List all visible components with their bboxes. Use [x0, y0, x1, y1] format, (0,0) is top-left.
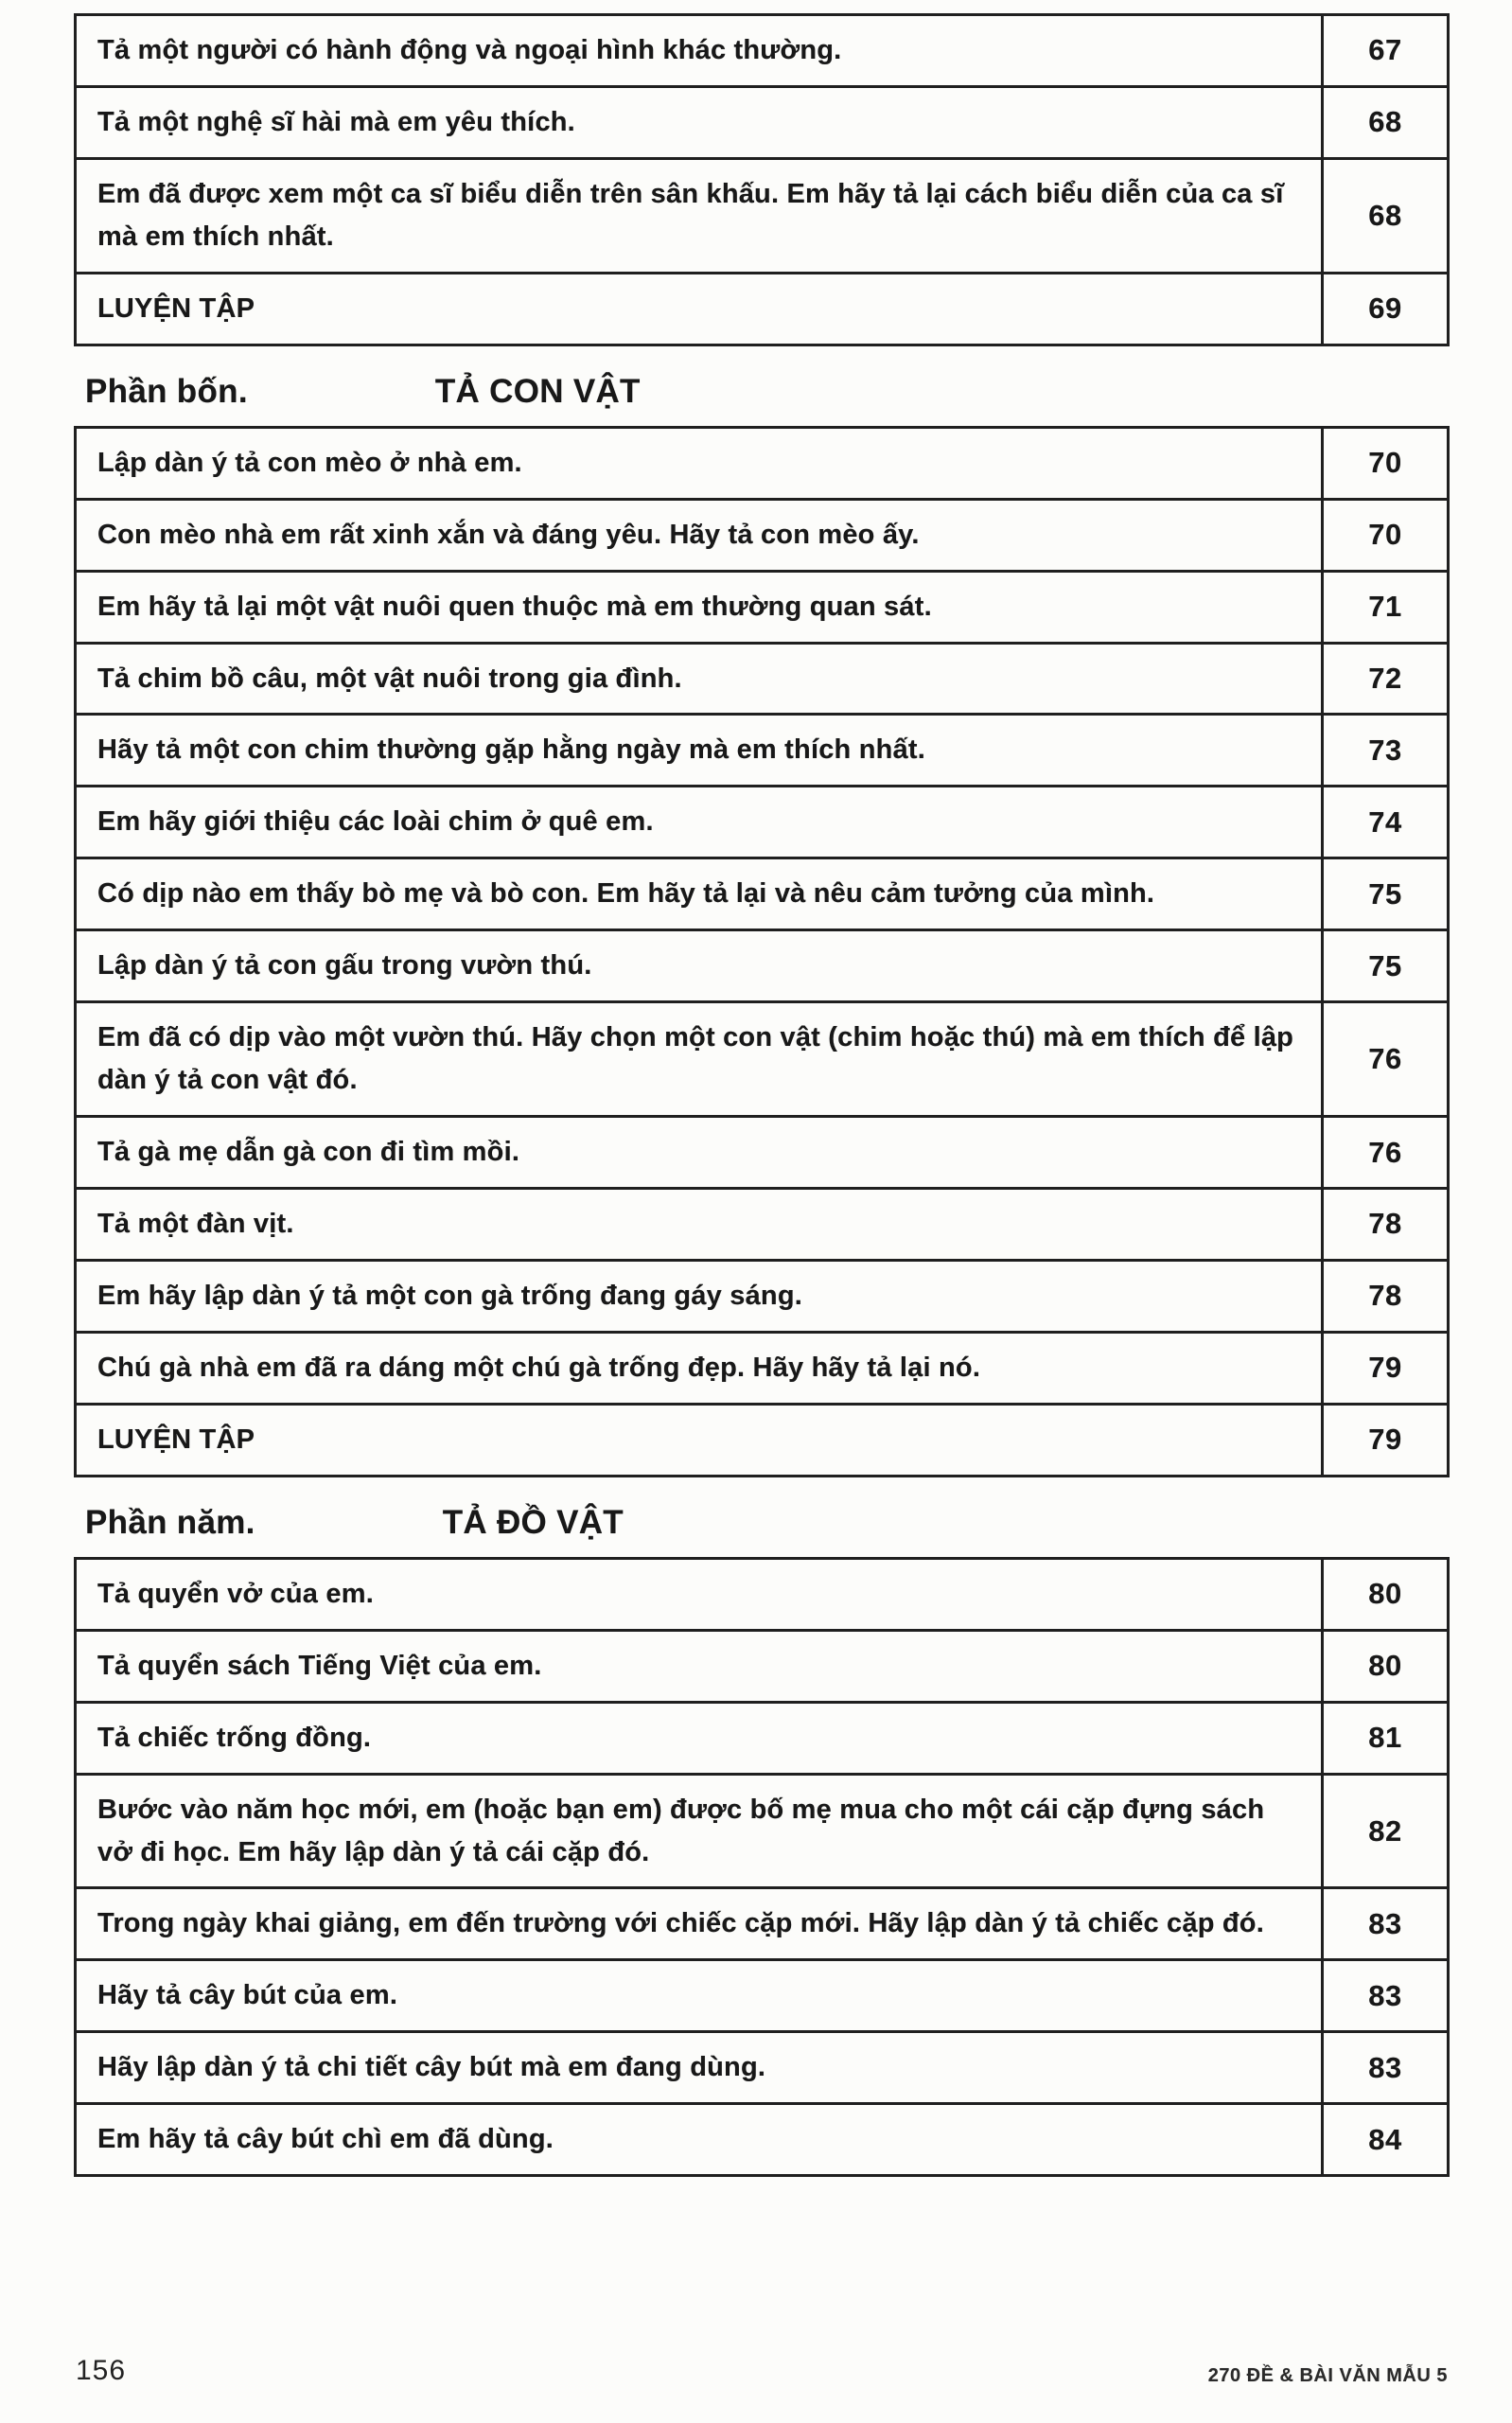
toc-entry-text: Chú gà nhà em đã ra dáng một chú gà trống đẹp. Hãy hãy tả lại nó. [76, 1332, 1323, 1404]
toc-entry-page: 76 [1323, 1002, 1449, 1117]
toc-entry-text: Tả chim bồ câu, một vật nuôi trong gia đình. [76, 643, 1323, 715]
footer-book-title: 270 ĐỀ & BÀI VĂN MẪU 5 [1207, 2365, 1448, 2386]
toc-row [76, 2104, 1449, 2176]
toc-entry-text: Con mèo nhà em rất xinh xắn và đáng yêu. Hãy tả con mèo ấy. [76, 499, 1323, 571]
toc-entry-text: Tả quyển vở của em. [76, 1558, 1323, 1630]
toc-row [76, 273, 1449, 345]
toc-row [76, 86, 1449, 158]
toc-entry-page: 70 [1323, 499, 1449, 571]
toc-entry-text: Hãy tả một con chim thường gặp hằng ngày mà em thích nhất. [76, 715, 1323, 787]
toc-entry-page: 82 [1323, 1774, 1449, 1888]
toc-row [76, 499, 1449, 571]
toc-entry-page: 73 [1323, 715, 1449, 787]
toc-row [76, 858, 1449, 930]
toc-entry-page: 79 [1323, 1332, 1449, 1404]
toc-entry-page: 75 [1323, 858, 1449, 930]
toc-entry-page: 83 [1323, 1960, 1449, 2032]
toc-entry-text: Tả chiếc trống đồng. [76, 1702, 1323, 1774]
toc-entry-page: 70 [1323, 427, 1449, 499]
toc-entry-text: Có dịp nào em thấy bò mẹ và bò con. Em hãy tả lại và nêu cảm tưởng của mình. [76, 858, 1323, 930]
toc-row [76, 1404, 1449, 1476]
toc-entry-page: 83 [1323, 2032, 1449, 2104]
toc-row [76, 930, 1449, 1002]
toc-entry-text: Lập dàn ý tả con mèo ở nhà em. [76, 427, 1323, 499]
section-part-label: Phần năm. [85, 1503, 255, 1541]
toc-row [76, 1558, 1449, 1630]
toc-row [76, 15, 1449, 87]
toc-row [76, 1774, 1449, 1888]
toc-row [76, 1332, 1449, 1404]
toc-row [76, 1117, 1449, 1189]
toc-entry-text: Lập dàn ý tả con gấu trong vườn thú. [76, 930, 1323, 1002]
toc-entry-page: 76 [1323, 1117, 1449, 1189]
toc-entry-page: 75 [1323, 930, 1449, 1002]
toc-entry-text: Em đã được xem một ca sĩ biểu diễn trên sân khấu. Em hãy tả lại cách biểu diễn của ca sĩ mà em thích nhất. [76, 158, 1323, 273]
toc-entry-text: Em hãy giới thiệu các loài chim ở quê em. [76, 787, 1323, 858]
toc-row [76, 158, 1449, 273]
toc-entry-page: 78 [1323, 1189, 1449, 1261]
toc-row [76, 1702, 1449, 1774]
toc-entry-page: 69 [1323, 273, 1449, 345]
toc-row [76, 1630, 1449, 1702]
section-title: TẢ CON VẬT [434, 372, 641, 410]
toc-entry-text: Tả một nghệ sĩ hài mà em yêu thích. [76, 86, 1323, 158]
toc-entry-page: 68 [1323, 86, 1449, 158]
footer-page-number: 156 [76, 2355, 127, 2386]
section-heading [74, 352, 1450, 426]
toc-entry-text: Hãy tả cây bút của em. [76, 1960, 1323, 2032]
toc-entry-page: 74 [1323, 787, 1449, 858]
toc-row [76, 1189, 1449, 1261]
section-title: TẢ ĐỒ VẬT [442, 1503, 624, 1541]
page-footer [74, 2338, 1450, 2395]
toc-entry-page: 80 [1323, 1558, 1449, 1630]
toc-table [74, 13, 1450, 346]
toc-row [76, 571, 1449, 643]
toc-content [74, 13, 1450, 2183]
toc-entry-text: Tả gà mẹ dẫn gà con đi tìm mồi. [76, 1117, 1323, 1189]
toc-entry-text: Em hãy tả cây bút chì em đã dùng. [76, 2104, 1323, 2176]
toc-entry-text: Trong ngày khai giảng, em đến trường với chiếc cặp mới. Hãy lập dàn ý tả chiếc cặp đó. [76, 1888, 1323, 1960]
toc-entry-page: 78 [1323, 1260, 1449, 1332]
toc-entry-page: 83 [1323, 1888, 1449, 1960]
toc-entry-page: 81 [1323, 1702, 1449, 1774]
toc-entry-text: Tả một người có hành động và ngoại hình khác thường. [76, 15, 1323, 87]
toc-row [76, 1260, 1449, 1332]
section-part-label: Phần bốn. [85, 372, 248, 410]
toc-row [76, 2032, 1449, 2104]
toc-entry-text: LUYỆN TẬP [76, 1404, 1323, 1476]
toc-entry-text: Hãy lập dàn ý tả chi tiết cây bút mà em đang dùng. [76, 2032, 1323, 2104]
toc-row [76, 643, 1449, 715]
toc-row [76, 427, 1449, 499]
toc-table [74, 1557, 1450, 2177]
toc-entry-page: 68 [1323, 158, 1449, 273]
toc-entry-page: 72 [1323, 643, 1449, 715]
toc-entry-text: LUYỆN TẬP [76, 273, 1323, 345]
toc-row [76, 715, 1449, 787]
toc-entry-page: 71 [1323, 571, 1449, 643]
toc-row [76, 787, 1449, 858]
toc-entry-page: 67 [1323, 15, 1449, 87]
toc-table [74, 426, 1450, 1477]
toc-row [76, 1888, 1449, 1960]
toc-entry-text: Tả một đàn vịt. [76, 1189, 1323, 1261]
toc-entry-text: Em hãy tả lại một vật nuôi quen thuộc mà em thường quan sát. [76, 571, 1323, 643]
toc-entry-page: 84 [1323, 2104, 1449, 2176]
toc-row [76, 1960, 1449, 2032]
toc-entry-page: 80 [1323, 1630, 1449, 1702]
toc-entry-text: Bước vào năm học mới, em (hoặc bạn em) được bố mẹ mua cho một cái cặp đựng sách vở đi học. Em hãy lập dàn ý tả cái cặp đó. [76, 1774, 1323, 1888]
toc-entry-text: Tả quyển sách Tiếng Việt của em. [76, 1630, 1323, 1702]
toc-entry-page: 79 [1323, 1404, 1449, 1476]
toc-row [76, 1002, 1449, 1117]
section-heading [74, 1483, 1450, 1557]
toc-entry-text: Em đã có dịp vào một vườn thú. Hãy chọn một con vật (chim hoặc thú) mà em thích để lập dàn ý tả con vật đó. [76, 1002, 1323, 1117]
toc-entry-text: Em hãy lập dàn ý tả một con gà trống đang gáy sáng. [76, 1260, 1323, 1332]
